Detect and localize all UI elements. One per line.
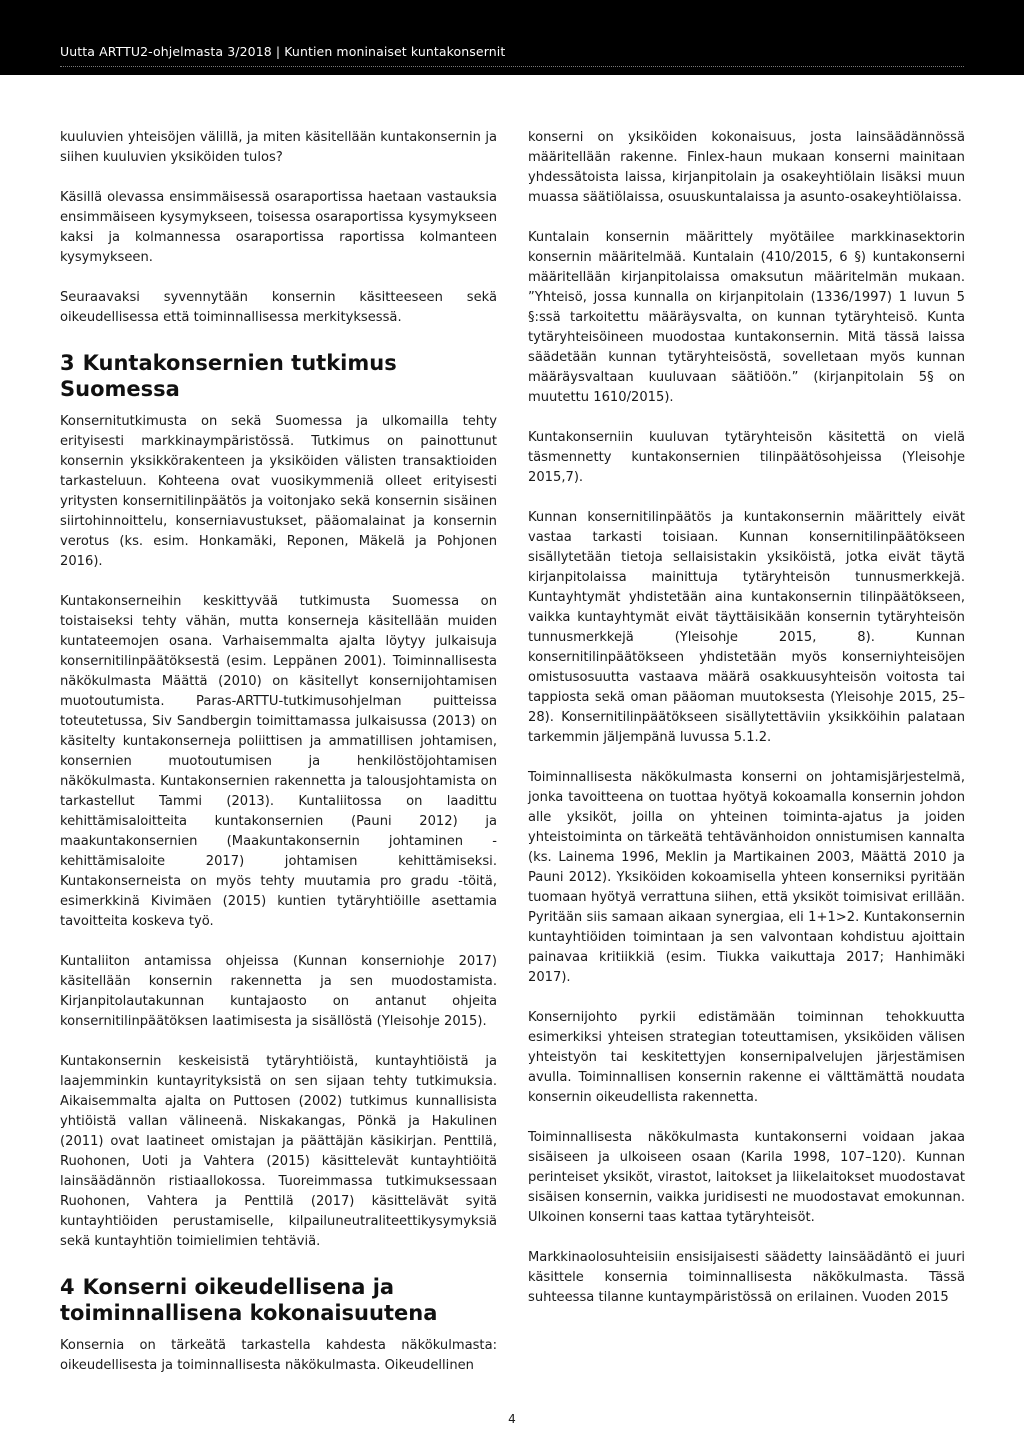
section-number: 4: [60, 1275, 75, 1299]
paragraph: Kuntalain konsernin määrittely myötäilee markkinasektorin konsernin määritelmää. Kuntalain (410/2015, 6 §) kuntakonserni määritellään kirjanpitolaissa omaksutun määritelmän mukaan. ”Yhteisö, jossa kunnalla on kirjanpitolain (1336/1997) 1 luvun 5 §:ssä tarkoitettu määräysvalta, on kunnan tytäryhteisö. Kunta tytäryhteisöineen muodostaa kuntakonsernin. Mitä tässä laissa säädetään kunnan tytäryhteisöstä, sovelletaan myös kunnan määräysvaltaan kuuluvaan säätiöön.” (kirjanpitolain 5§ on muutettu 1610/2015).: [528, 230, 965, 405]
paragraph: Kunnan konsernitilinpäätös ja kuntakonsernin määrittely eivät vastaa tarkasti toisiaan. Kunnan konsernitilinpäätökseen sisällytetään tietoja sellaisistakin yksiköistä, jotka eivät täytä kirjanpitolaissa mainittuja tytäryhteisön tunnusmerkkejä. Kuntayhtymät yhdistetään aina kuntakonsernin tilinpäätökseen, vaikka kuntayhtymät eivät täyttäisikään konsernin tytäryhteisön tunnusmerkkejä (Yleisohje 2015, 8). Kunnan konsernitilinpäätökseen yhdistetään myös konserniyhteisöjen omistusosuutta vastaava määrä osakkuusyhteisön voitosta tai tappiosta sekä oman pääoman muutoksesta (Yleisohje 2015, 25–28). Konsernitilinpäätökseen sisällytettäviin yksikköihin palataan tarkemmin jäljempänä luvussa 5.1.2.: [528, 510, 965, 745]
section-title: Konserni oikeudellisena ja toiminnallisena kokonaisuutena: [60, 1275, 438, 1325]
running-header: Uutta ARTTU2-ohjelmasta 3/2018 | Kuntien moninaiset kuntakonsernit: [60, 44, 506, 59]
section-heading-4: [60, 1274, 497, 1326]
left-column: [60, 128, 497, 1396]
paragraph: konserni on yksiköiden kokonaisuus, josta lainsäädännössä määritellään rakenne. Finlex-haun mukaan konserni mainitaan yhdessätoista laissa, kirjanpitolain ja osakeyhtiölain lisäksi muun muassa säätiölaissa, osuuskuntalaissa ja asunto-osakeyhtiölaissa.: [528, 130, 965, 205]
paragraph: Toiminnallisesta näkökulmasta kuntakonserni voidaan jakaa sisäiseen ja ulkoiseen osaan (Karila 1998, 107–120). Kunnan perinteiset yksiköt, virastot, laitokset ja liikelaitokset muodostavat sisäisen konsernin, vaikka juridisesti ne muodostavat emokunnan. Ulkoinen konserni taas kattaa tytäryhteisöt.: [528, 1130, 965, 1225]
section-title: Kuntakonsernien tutkimus Suomessa: [60, 351, 397, 401]
right-column: [528, 128, 965, 1328]
paragraph: Kuntakonserneihin keskittyvää tutkimusta Suomessa on toistaiseksi tehty vähän, mutta konserneja käsitellään muiden kuntateemojen osana. Varhaisemmalta ajalta löytyy julkaisuja konsernitilinpäätöksestä (esim. Leppänen 2001). Toiminnallisesta näkökulmasta Määttä (2010) on käsitellyt konsernijohtamisen muotoutumista. Paras-ARTTU-tutkimusohjelman puitteissa toteutetussa, Siv Sandbergin toimittamassa julkaisussa (2013) on käsitelty kuntakonserneja poliittisen ja ammatillisen johtamisen, konsernien muotoutumisen ja henkilöstöjohtamisen näkökulmasta. Kuntakonsernien rakennetta ja talousjohtamista on tarkastellut Tammi (2013). Kuntaliitossa on laadittu kehittämisaloitteita kuntakonsernien (Pauni 2012) ja maakuntakonsernien (Maakuntakonsernin johtaminen -kehittämisaloite 2017) johtamisen kehittämiseksi. Kuntakonserneista on myös tehty muutamia pro gradu -töitä, esimerkkinä Kivimäen (2015) kuntien tytäryhtiöille asettamia tavoitteita koskeva työ.: [60, 594, 497, 929]
paragraph: Konsernijohto pyrkii edistämään toiminnan tehokkuutta esimerkiksi yhteisen strategian toteuttamisen, yksiköiden välisen yhteistyön tai keskitettyjen konsernipalvelujen järjestämisen avulla. Toiminnallisen konsernin rakenne ei välttämättä noudata konsernin oikeudellista rakennetta.: [528, 1010, 965, 1105]
section-heading-3: [60, 350, 497, 402]
paragraph: Toiminnallisesta näkökulmasta konserni on johtamisjärjestelmä, jonka tavoitteena on tuottaa hyötyä kokoamalla konsernin johdon alle yksiköt, joilla on yhteinen toiminta-ajatus ja joiden yhteistoiminta on tärkeätä tehtävänhoidon onnistumisen kannalta (ks. Lainema 1996, Meklin ja Martikainen 2003, Määttä 2010 ja Pauni 2012). Yksiköiden kokoamisella yhteen konserniksi pyritään tuomaan hyötyä verrattuna siihen, että yksiköt toimisivat erillään. Pyritään siis samaan aikaan synergiaa, eli 1+1>2. Kuntakonsernin kuntayhtiöiden toimintaan ja sen valvontaan kohdistuu ajoittain painavaa kritiikkiä (esim. Tiukka vaikuttaja 2017; Hanhimäki 2017).: [528, 770, 965, 985]
header-band: [0, 0, 1024, 75]
paragraph: Kuntakonserniin kuuluvan tytäryhteisön käsitettä on vielä täsmennetty kuntakonsernien tilinpäätösohjeissa (Yleisohje 2015,7).: [528, 430, 965, 485]
paragraph: Markkinaolosuhteisiin ensisijaisesti säädetty lainsäädäntö ei juuri käsittele konsernia toiminnallisesta näkökulmasta. Tässä suhteessa tilanne kuntaympäristössä on erilainen. Vuoden 2015: [528, 1250, 965, 1305]
paragraph: Konsernitutkimusta on sekä Suomessa ja ulkomailla tehty erityisesti markkinaympäristössä. Tutkimus on painottunut konsernin yksikkörakenteen ja yksiköiden välisten transaktioiden tarkasteluun. Kohteena ovat vuosikymmeniä olleet erityisesti yritysten konsernitilinpäätös ja voitonjako sekä konsernin sisäinen siirtohinnoittelu, konserniavustukset, pääomalainat ja konsernin verotus (ks. esim. Honkamäki, Reponen, Mäkelä ja Pohjonen 2016).: [60, 414, 497, 569]
paragraph: Käsillä olevassa ensimmäisessä osaraportissa haetaan vastauksia ensimmäiseen kysymykseen, toisessa osaraportissa kysymykseen kaksi ja kolmannessa osaraportissa raportissa kolmanteen kysymykseen.: [60, 190, 497, 265]
paragraph: Kuntakonsernin keskeisistä tytäryhtiöistä, kuntayhtiöistä ja laajemminkin kuntayrityksistä on sen sijaan tehty tutkimuksia. Aikaisemmalta ajalta on Puttosen (2002) tutkimus kunnallisista yhtiöistä vallan välineenä. Niskakangas, Pönkä ja Hakulinen (2011) ovat laatineet omistajan ja päättäjän käsikirjan. Penttilä, Ruohonen, Uoti ja Vahtera (2015) käsittelevät kuntayhtiöitä lainsäädännön ristiaallokossa. Tuoreimmassa tutkimuksessaan Ruohonen, Vahtera ja Penttilä (2017) käsittelävät syitä kuntayhtiöiden perustamiselle, kilpailuneutraliteettikysymyksiä sekä kuntayhtiön toimielimien tehtäviä.: [60, 1054, 497, 1249]
header-rule: [60, 66, 964, 68]
page-number: 4: [508, 1412, 516, 1426]
paragraph: Konsernia on tärkeätä tarkastella kahdesta näkökulmasta: oikeudellisesta ja toiminnallisesta näkökulmasta. Oikeudellinen: [60, 1338, 497, 1373]
section-number: 3: [60, 351, 75, 375]
paragraph: Seuraavaksi syvennytään konsernin käsitteeseen sekä oikeudellisessa että toiminnallisessa merkityksessä.: [60, 290, 497, 325]
paragraph: kuuluvien yhteisöjen välillä, ja miten käsitellään kuntakonsernin ja siihen kuuluvien yksiköiden tulos?: [60, 130, 497, 165]
paragraph: Kuntaliiton antamissa ohjeissa (Kunnan konserniohje 2017) käsitellään konsernin rakennetta ja sen muodostamista. Kirjanpitolautakunnan kuntajaosto on antanut ohjeita konsernitilinpäätöksen laatimisesta ja sisällöstä (Yleisohje 2015).: [60, 954, 497, 1029]
